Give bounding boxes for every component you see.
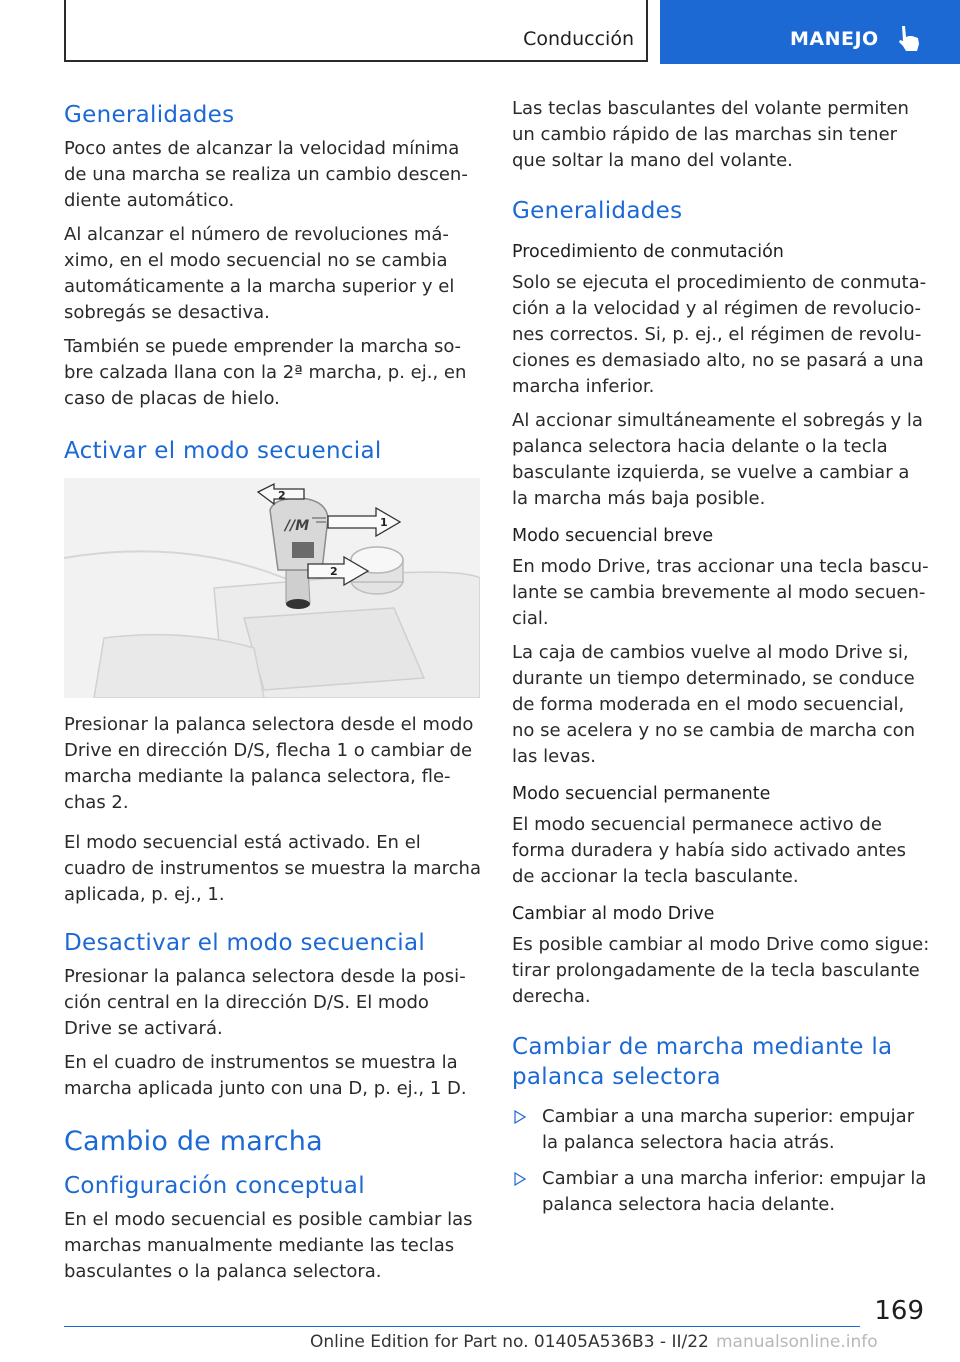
paragraph: La caja de cambios vuelve al modo Drive si, durante un tiempo determinado, se conduce de forma moderada en el modo secuencial, no se acelera y no se cambia de marcha con las levas. [512, 642, 916, 767]
subheading-procedimiento-conmutacion: Procedimiento de conmutación [512, 242, 784, 262]
list-item [512, 1104, 930, 1156]
paragraph: Las teclas basculantes del volante permiten un cambio rápido de las marchas sin tener que soltar la mano del volante. [512, 98, 909, 171]
paragraph: El modo secuencial permanece activo de forma duradera y había sido activado antes de accionar la tecla basculante. [512, 814, 906, 887]
bullet-triangle-icon [514, 1110, 526, 1124]
gear-selector-illustration [64, 478, 480, 698]
heading-generalidades: Generalidades [64, 102, 235, 128]
section-title: MANEJO [790, 28, 879, 50]
arrow-label-2-top: 2 [278, 489, 286, 502]
subheading-cambiar-modo-drive: Cambiar al modo Drive [512, 904, 715, 924]
paragraph: También se puede emprender la marcha sobre calzada llana con la 2ª marcha, p. ej., en caso de placas de hielo. [64, 336, 467, 409]
paragraph: El modo secuencial está activado. En el cuadro de instrumentos se muestra la marcha aplicada, p. ej., 1. [64, 832, 481, 905]
svg-text://M: //M [285, 518, 310, 534]
gear-change-list [512, 1104, 930, 1218]
paragraph: Presionar la palanca selectora desde el modo Drive en dirección D/S, flecha 1 o cambiar de marcha mediante la palanca selectora, flechas 2. [64, 714, 474, 813]
heading-configuracion-conceptual: Configuración conceptual [64, 1173, 365, 1199]
header-section-box [660, 0, 960, 64]
paragraph: Al alcanzar el número de revoluciones máximo, en el modo secuencial no se cambia automáticamente a la marcha superior y el sobregás se desactiva. [64, 224, 455, 323]
heading-generalidades-right: Generalidades [512, 198, 683, 224]
paragraph: En el modo secuencial es posible cambiar las marchas manualmente mediante las teclas basculantes o la palanca selectora. [64, 1209, 473, 1282]
heading-activar-modo-secuencial: Activar el modo secuencial [64, 438, 382, 464]
subheading-modo-secuencial-permanente: Modo secuencial permanente [512, 784, 771, 804]
left-column [64, 96, 482, 1293]
arrow-label-2-bottom: 2 [330, 565, 338, 578]
page-number: 169 [874, 1296, 924, 1326]
heading-cambiar-marcha-palanca: Cambiar de marcha mediante la palanca selectora [512, 1034, 893, 1090]
paragraph: Poco antes de alcanzar la velocidad mínima de una marcha se realiza un cambio descendiente automático. [64, 138, 468, 211]
pointing-hand-icon [896, 24, 922, 54]
paragraph: En modo Drive, tras accionar una tecla basculante se cambia brevemente al modo secuencial. [512, 556, 929, 629]
gear-selector-drawing [64, 478, 480, 698]
paragraph: Al accionar simultáneamente el sobregás y la palanca selectora hacia delante o la tecla basculante izquierda, se vuelve a cambiar a la marcha más baja posible. [512, 410, 923, 509]
heading-cambio-de-marcha: Cambio de marcha [64, 1126, 323, 1157]
footer-divider [64, 1326, 860, 1327]
paragraph: Es posible cambiar al modo Drive como sigue: tirar prolongadamente de la tecla basculante derecha. [512, 934, 930, 1007]
footer-edition-text: Online Edition for Part no. 01405A536B3 - II/22 [310, 1332, 709, 1352]
bullet-triangle-icon [514, 1172, 526, 1186]
right-column [512, 96, 930, 1228]
paragraph: Presionar la palanca selectora desde la posición central en la dirección D/S. El modo Drive se activará. [64, 966, 466, 1039]
heading-desactivar-modo-secuencial: Desactivar el modo secuencial [64, 930, 426, 956]
footer-watermark: manualsonline.info [716, 1332, 878, 1352]
list-item-text: Cambiar a una marcha inferior: empujar la palanca selectora hacia delante. [542, 1168, 927, 1215]
list-item [512, 1166, 930, 1218]
list-item-text: Cambiar a una marcha superior: empujar la palanca selectora hacia atrás. [542, 1106, 915, 1153]
subheading-modo-secuencial-breve: Modo secuencial breve [512, 526, 714, 546]
chapter-title: Conducción [523, 28, 634, 50]
paragraph: Solo se ejecuta el procedimiento de conmutación a la velocidad y al régimen de revoluciones correctos. Si, p. ej., el régimen de revoluciones es demasiado alto, no se pasará a una marcha inferior. [512, 272, 927, 397]
arrow-label-1: 1 [380, 516, 388, 529]
paragraph: En el cuadro de instrumentos se muestra la marcha aplicada junto con una D, p. ej., 1 D. [64, 1052, 467, 1099]
header-chapter-box [64, 0, 648, 62]
